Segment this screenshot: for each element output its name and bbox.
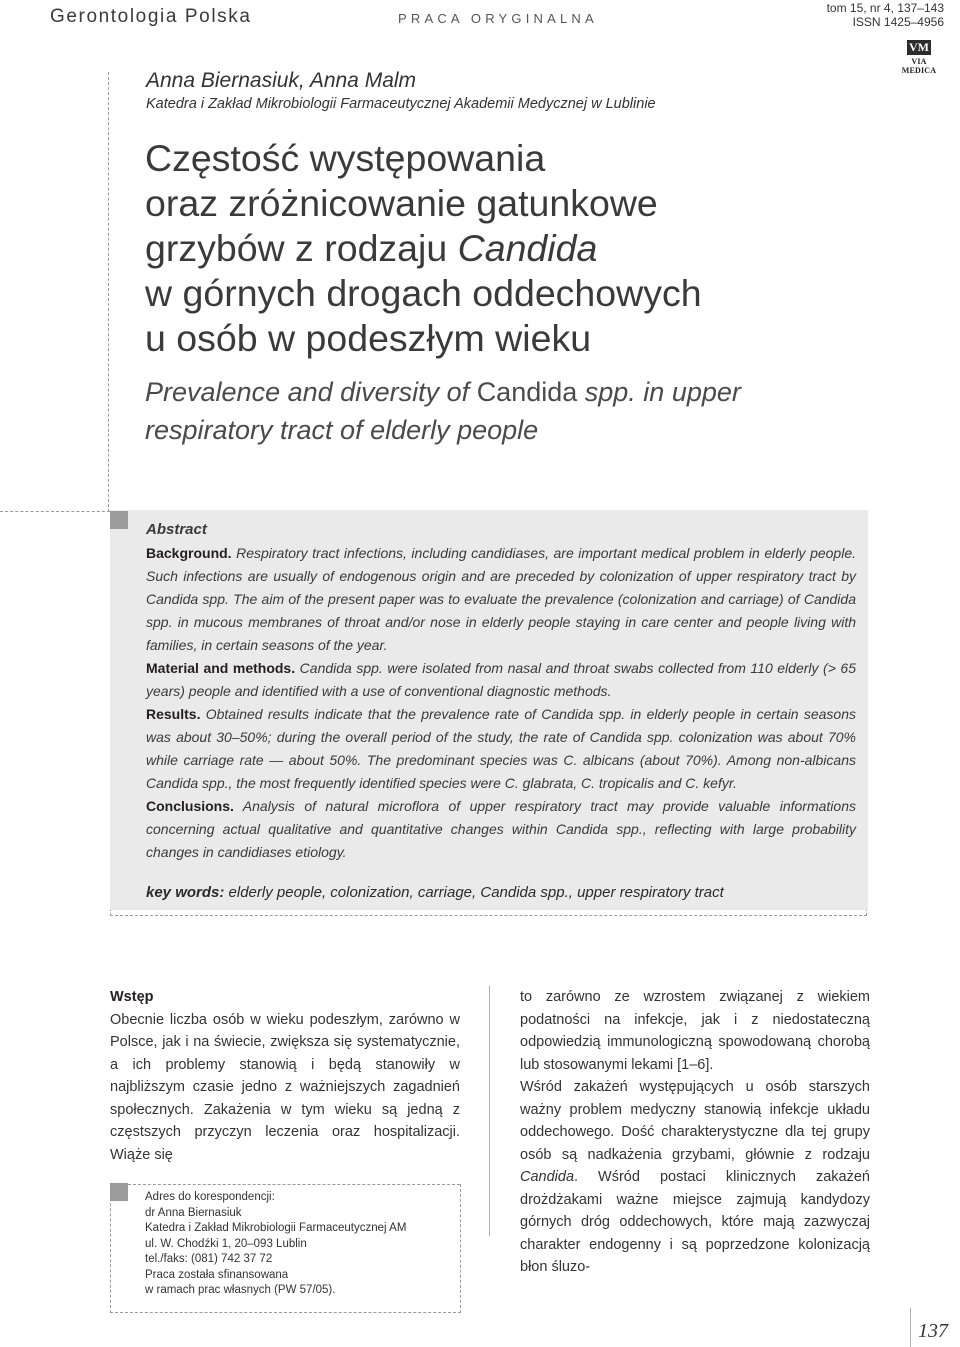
abstract-results [146,703,856,795]
authors: Anna Biernasiuk, Anna Malm [146,69,417,92]
abstract-background-text: Respiratory tract infections, including candidiases, are important medical problem in elderly people. Such infections are usually of endogenous origin and are preceded by colonization of upper respiratory tract by Candida spp. The aim of the present paper was to evaluate the prevalence (colonization and carriage) of Candida spp. in mucous membranes of throat and/or nose in elderly people staying in care center and people living with families, in certain seasons of the year. [146,545,856,653]
publisher-logo [894,38,944,75]
column-divider [489,986,490,1236]
body-column-right [520,986,870,1279]
right-paragraph-2-text: Wśród zakażeń występujących u osób starszych ważny problem medyczny stanowią infekcje układu oddechowego. Dość charakterystyczne dla tej grupy osób są nadkażenia grzybami, głównie z rodzaju [520,1079,870,1163]
title-pl-line: u osób w podeszłym wieku [145,317,592,359]
correspondence-dashed-line-right [460,1184,461,1313]
page-number-rule [910,1308,911,1347]
title-pl-genus: Candida [457,227,598,269]
correspondence-dashed-line-bottom [110,1312,461,1313]
right-paragraph-2-genus: Candida [520,1169,575,1185]
correspondence-marker-square [110,1183,128,1201]
body-column-left [110,986,460,1166]
affiliation: Katedra i Zakład Mikrobiologii Farmaceutycznej Akademii Medycznej w Lublinie [146,96,656,112]
abstract-methods-text: Candida spp. were isolated from nasal and throat swabs collected from 110 elderly (> 65 years) people and identified with a use of conventional diagnostic methods. [146,660,857,699]
title-en-genus: Candida [476,377,578,407]
title-en-text: spp. in upper [577,377,741,407]
section-heading-intro: Wstęp [110,989,154,1005]
correspondence-dashed-line-left [110,1183,111,1313]
issn: ISSN 1425–4956 [852,15,944,29]
title-pl-line: w górnych drogach oddechowych [145,272,702,314]
abstract-marker-square [110,511,128,529]
abstract-dashed-line-bottom [110,915,867,916]
abstract-results-label: Results. [146,706,201,722]
abstract-background [146,542,856,657]
correspondence-line: ul. W. Chodźki 1, 20–093 Lublin [145,1237,307,1250]
via-medica-logo-icon: VM [909,40,929,54]
frame-dashed-line-top [0,511,110,512]
volume-number: tom 15, nr 4, 137–143 [826,1,944,15]
title-en-text: Prevalence and diversity of [145,377,477,407]
abstract-background-label: Background. [146,545,232,561]
abstract-conclusions [146,795,856,864]
abstract-methods [146,657,856,703]
title-en-line: respiratory tract of elderly people [145,415,539,445]
right-paragraph-2 [520,1076,870,1279]
abstract-conclusions-text: Analysis of natural microflora of upper respiratory tract may provide valuable informations concerning actual qualitative and quantitative changes within Candida spp., reflecting with large probability changes in candidiases etiology. [146,798,856,860]
frame-dashed-line-left [108,72,109,512]
title-en-line [145,373,865,411]
intro-paragraph: Obecnie liczba osób w wieku podeszłym, zarówno w Polsce, jak i na świecie, zwiększa się systematycznie, a ich problemy stanowią i będą stanowiły w najbliższym czasie jedno z ważniejszych zagadnień społecznych. Zakażenia w tym wieku są jedną z częstszych przyczyn leczenia oraz hospitalizacji. Wiąże się [110,1011,460,1163]
correspondence-dashed-line-top [128,1184,460,1185]
volume-info [827,1,944,29]
title-pl-line [145,226,865,271]
right-paragraph-1: to zarówno ze wzrostem związanej z wiekiem podatności na infekcje, jak i z niedostateczną odpowiedzią immunologiczną spowodowaną chorobą lub stosowanymi lekami [1–6]. [520,989,870,1073]
article-title-pl [145,136,865,361]
title-pl-text: grzybów z rodzaju [145,227,458,269]
keywords-label: key words: [146,884,225,901]
correspondence-line: Adres do korespondencji: [145,1191,275,1203]
title-pl-line: oraz zróżnicowanie gatunkowe [145,182,658,224]
correspondence-line: Katedra i Zakład Mikrobiologii Farmaceutycznej AM [145,1222,407,1234]
correspondence-address [145,1190,455,1299]
article-title-en [145,373,865,449]
correspondence-line: tel./faks: (081) 742 37 72 [145,1253,273,1265]
abstract-methods-label: Material and methods. [146,660,296,676]
correspondence-line: w ramach prac własnych (PW 57/05). [145,1284,336,1296]
section-label: PRACA ORYGINALNA [398,11,598,26]
title-pl-line: Częstość występowania [145,137,546,179]
journal-name: Gerontologia Polska [50,6,252,27]
abstract-body [146,518,856,864]
page-number: 137 [918,1320,948,1342]
abstract-results-text: Obtained results indicate that the prevalence rate of Candida spp. in elderly people in certain seasons was about 30–50%; during the overall period of the study, the rate of Candida spp. colonization was about 70% while carriage rate — about 50%. The predominant species was C. albicans (about 70%). Among non-albicans Candida spp., the most frequently identified species were C. glabrata, C. tropicalis and C. kefyr. [146,706,856,791]
abstract-heading: Abstract [146,521,207,538]
abstract-conclusions-label: Conclusions. [146,798,234,814]
publisher-logo-text: VIA MEDICA [901,57,937,75]
correspondence-line: dr Anna Biernasiuk [145,1206,242,1219]
correspondence-line: Praca została sfinansowana [145,1268,289,1281]
keywords-text: elderly people, colonization, carriage, Candida spp., upper respiratory tract [224,884,724,901]
right-paragraph-2-text-cont: . Wśród postaci klinicznych zakażeń drożdżakami ważne miejsce zajmują kandydozy górnych dróg oddechowych, które mają zazwyczaj charakter endogenny i są poprzedzone kolonizacją błon śluzo- [520,1169,870,1275]
keywords [146,884,724,901]
